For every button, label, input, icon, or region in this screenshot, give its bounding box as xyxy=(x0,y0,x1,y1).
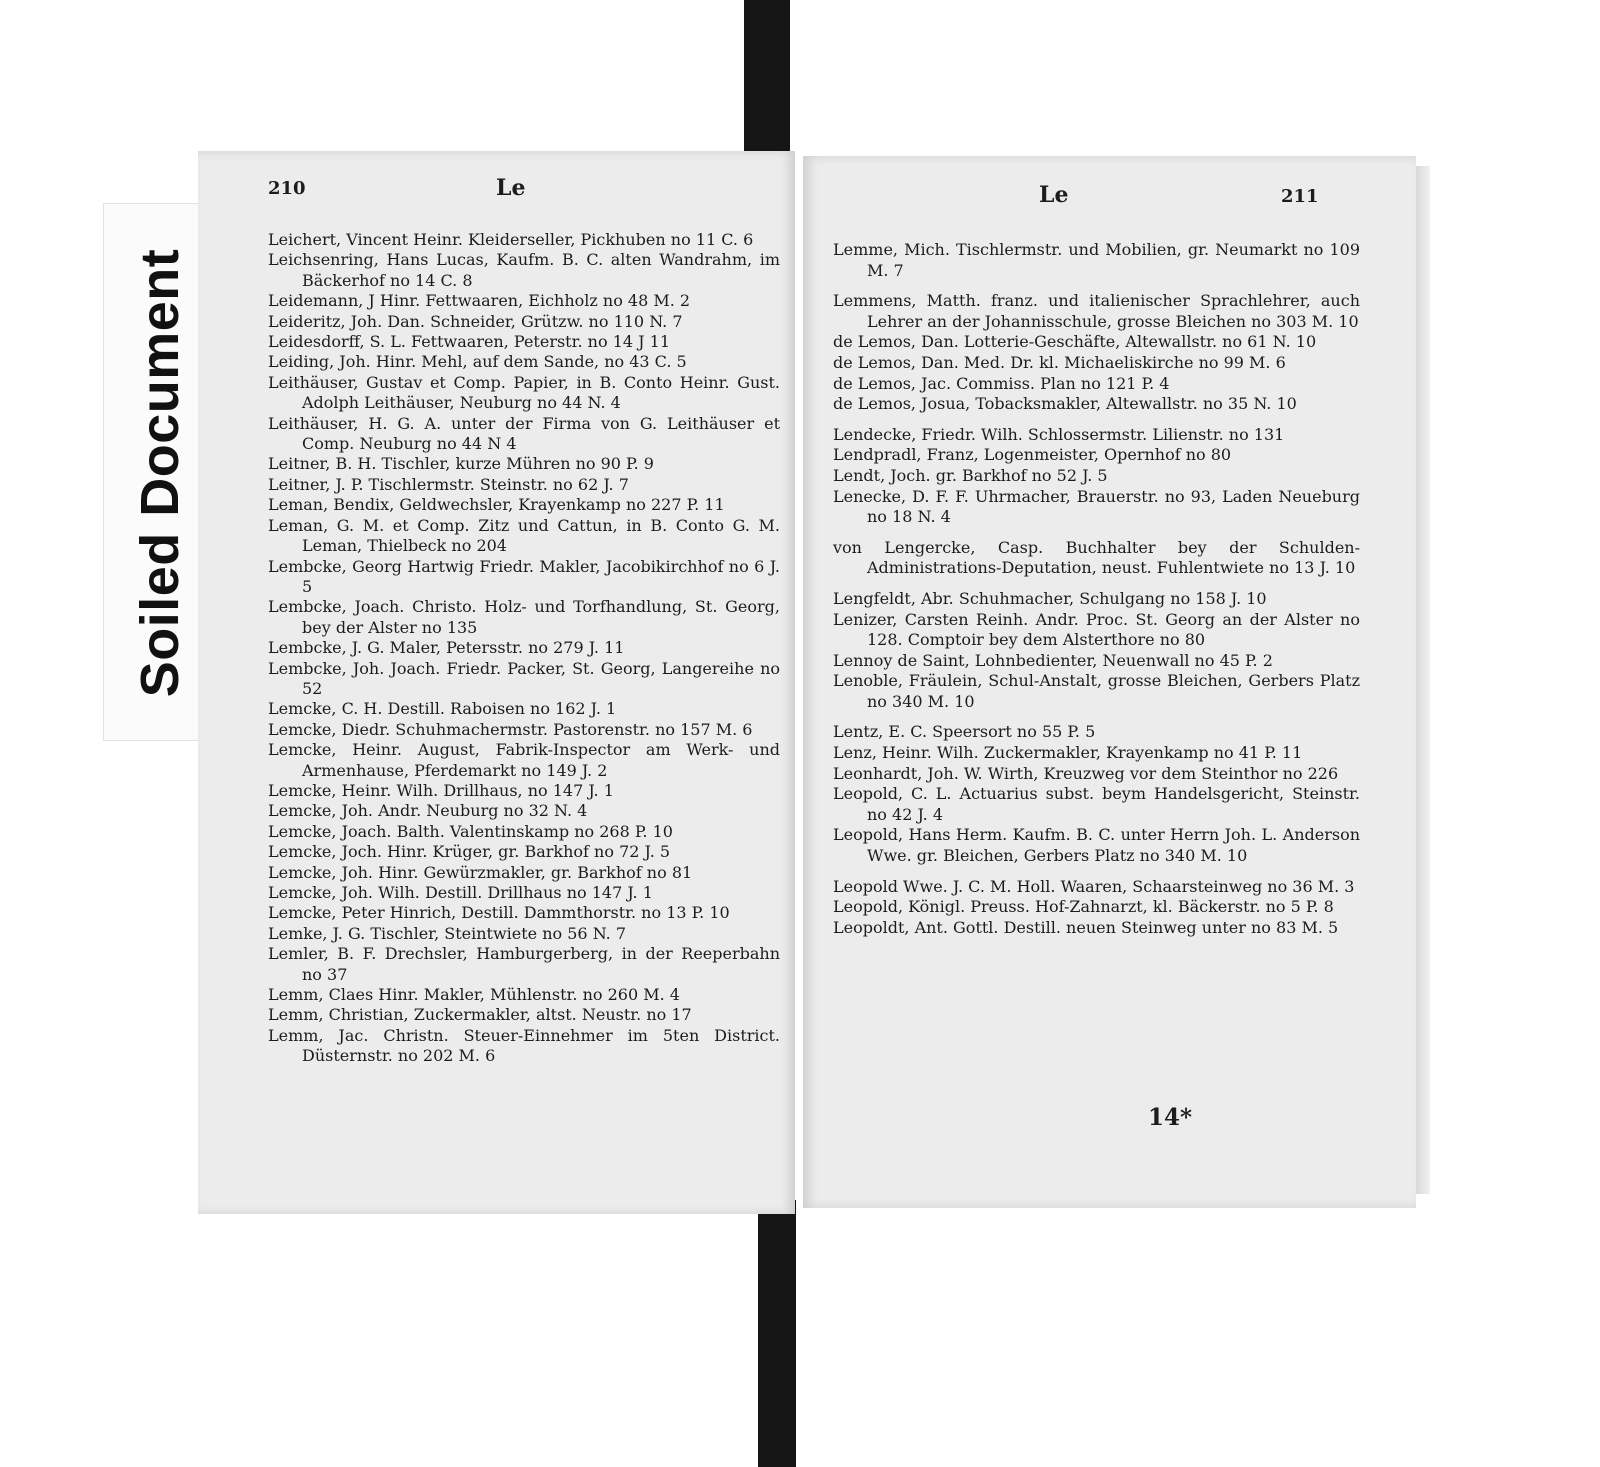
directory-entry: Lemcke, Heinr. Wilh. Drillhaus, no 147 J. 1 xyxy=(268,780,614,800)
directory-entry: Leitner, J. P. Tischlermstr. Steinstr. no 62 J. 7 xyxy=(268,474,629,494)
directory-entry: Leichert, Vincent Heinr. Kleiderseller, Pickhuben no 11 C. 6 xyxy=(268,230,754,249)
directory-entry: Lemcke, Joh. Hinr. Gewürzmakler, gr. Barkhof no 81 xyxy=(268,862,693,882)
directory-entry: Lemm, Christian, Zuckermakler, altst. Neustr. no 17 xyxy=(268,1005,692,1025)
page-edge xyxy=(1416,166,1430,1194)
directory-entry: Lemm, Claes Hinr. Makler, Mühlenstr. no 260 M. 4 xyxy=(268,985,680,1005)
directory-entry: Lemcke, Peter Hinrich, Destill. Dammthorstr. no 13 P. 10 xyxy=(268,903,730,923)
directory-entry: Leitner, B. H. Tischler, kurze Mühren no 90 P. 9 xyxy=(268,454,654,474)
directory-entry: Leidesdorff, S. L. Fettwaaren, Peterstr. no 14 J 11 xyxy=(268,332,670,352)
directory-entry: Leiding, Joh. Hinr. Mehl, auf dem Sande, no 43 C. 5 xyxy=(268,352,687,372)
right-running-head: Le xyxy=(1039,182,1069,208)
directory-entry: Lemke, J. G. Tischler, Steintwiete no 56 N. 7 xyxy=(268,923,627,943)
directory-entry: Lenoble, Fräulein, Schul-Anstalt, grosse Bleichen, Gerbers Platz no 340 M. 10 xyxy=(833,671,1360,711)
directory-entry: de Lemos, Josua, Tobacksmakler, Altewallstr. no 35 N. 10 xyxy=(833,394,1297,414)
directory-entry: Lembcke, Joh. Joach. Friedr. Packer, St. Georg, Langereihe no 52 xyxy=(268,658,780,698)
directory-entry: Leman, Bendix, Geldwechsler, Krayenkamp no 227 P. 11 xyxy=(268,495,725,515)
directory-entry: Lemcke, Joh. Andr. Neuburg no 32 N. 4 xyxy=(268,801,588,821)
directory-entry: Lentz, E. C. Speersort no 55 P. 5 xyxy=(833,722,1096,742)
left-page xyxy=(198,151,795,1214)
directory-entry: Lembcke, J. G. Maler, Petersstr. no 279 J. 11 xyxy=(268,638,625,658)
directory-entry: Lendt, Joch. gr. Barkhof no 52 J. 5 xyxy=(833,465,1108,485)
directory-entry: Lembcke, Joach. Christo. Holz- und Torfhandlung, St. Georg, bey der Alster no 135 xyxy=(268,597,780,637)
signature-mark: 14* xyxy=(1148,1104,1193,1131)
directory-entry: Lenecke, D. F. F. Uhrmacher, Brauerstr. no 93, Laden Neueburg no 18 N. 4 xyxy=(833,486,1360,527)
directory-entry: Lemcke, Joh. Wilh. Destill. Drillhaus no 147 J. 1 xyxy=(268,883,653,902)
right-page xyxy=(803,156,1416,1208)
left-page-number: 210 xyxy=(268,178,306,199)
directory-entry: Lendpradl, Franz, Logenmeister, Opernhof no 80 xyxy=(833,445,1232,465)
directory-entry: Lemcke, Diedr. Schuhmachermstr. Pastorenstr. no 157 M. 6 xyxy=(268,719,753,739)
directory-entry: Lemcke, C. H. Destill. Raboisen no 162 J. 1 xyxy=(268,699,617,719)
gutter-bar-bottom xyxy=(758,1200,796,1467)
directory-entry: Leopoldt, Ant. Gottl. Destill. neuen Steinweg unter no 83 M. 5 xyxy=(833,917,1339,937)
directory-entry: Lemm, Jac. Christn. Steuer-Einnehmer im 5ten District. Düsternstr. no 202 M. 6 xyxy=(268,1025,780,1066)
directory-entry: Lengfeldt, Abr. Schuhmacher, Schulgang no 158 J. 10 xyxy=(833,588,1267,608)
directory-entry: Lemme, Mich. Tischlermstr. und Mobilien, gr. Neumarkt no 109 M. 7 xyxy=(833,240,1360,280)
directory-entry: Lemler, B. F. Drechsler, Hamburgerberg, in der Reeperbahn no 37 xyxy=(268,944,780,984)
directory-entry: Leidemann, J Hinr. Fettwaaren, Eichholz no 48 M. 2 xyxy=(268,291,691,311)
left-entry-list xyxy=(268,230,780,1067)
stamp-text: Soiled Document xyxy=(130,248,190,698)
directory-entry: Lennoy de Saint, Lohnbedienter, Neuenwall no 45 P. 2 xyxy=(833,650,1273,670)
directory-entry: Leopold Wwe. J. C. M. Holl. Waaren, Schaarsteinweg no 36 M. 3 xyxy=(833,876,1355,896)
directory-entry: Lenizer, Carsten Reinh. Andr. Proc. St. Georg an der Alster no 128. Comptoir bey dem Alsterthore no 80 xyxy=(833,609,1360,650)
directory-entry: Lembcke, Georg Hartwig Friedr. Makler, Jacobikirchhof no 6 J. 5 xyxy=(268,556,780,596)
directory-entry: Leopold, C. L. Actuarius subst. beym Handelsgericht, Steinstr. no 42 J. 4 xyxy=(833,784,1360,824)
directory-entry: Leithäuser, Gustav et Comp. Papier, in B. Conto Heinr. Gust. Adolph Leithäuser, Neuburg no 44 N. 4 xyxy=(268,372,780,413)
directory-entry: Lemcke, Joch. Hinr. Krüger, gr. Barkhof no 72 J. 5 xyxy=(268,842,671,862)
directory-entry: Leichsenring, Hans Lucas, Kaufm. B. C. alten Wandrahm, im Bäckerhof no 14 C. 8 xyxy=(268,250,780,290)
directory-entry: Leonhardt, Joh. W. Wirth, Kreuzweg vor dem Steinthor no 226 xyxy=(833,763,1339,783)
directory-entry: Lemcke, Heinr. August, Fabrik-Inspector am Werk- und Armenhause, Pferdemarkt no 149 J. 2 xyxy=(268,740,780,780)
directory-entry: Lendecke, Friedr. Wilh. Schlossermstr. Lilienstr. no 131 xyxy=(833,424,1285,444)
directory-entry: von Lengercke, Casp. Buchhalter bey der Schulden-Administrations-Deputation, neust. Fuhlentwiete no 13 J. 10 xyxy=(833,537,1360,578)
directory-entry: Leopold, Königl. Preuss. Hof-Zahnarzt, kl. Bäckerstr. no 5 P. 8 xyxy=(833,897,1334,917)
directory-entry: Leideritz, Joh. Dan. Schneider, Grützw. no 110 N. 7 xyxy=(268,311,683,331)
directory-entry: Lenz, Heinr. Wilh. Zuckermakler, Krayenkamp no 41 P. 11 xyxy=(833,743,1303,763)
left-running-head: Le xyxy=(496,175,526,201)
directory-entry: Lemcke, Joach. Balth. Valentinskamp no 268 P. 10 xyxy=(268,821,673,841)
directory-entry: Leithäuser, H. G. A. unter der Firma von G. Leithäuser et Comp. Neuburg no 44 N 4 xyxy=(268,413,780,454)
directory-entry: de Lemos, Dan. Med. Dr. kl. Michaeliskirche no 99 M. 6 xyxy=(833,352,1286,372)
directory-entry: Lemmens, Matth. franz. und italienischer Sprachlehrer, auch Lehrer an der Johannisschule, grosse Bleichen no 303 M. 10 xyxy=(833,291,1360,331)
directory-entry: Leman, G. M. et Comp. Zitz und Cattun, in B. Conto G. M. Leman, Thielbeck no 204 xyxy=(268,515,780,556)
directory-entry: de Lemos, Jac. Commiss. Plan no 121 P. 4 xyxy=(833,373,1170,393)
directory-entry: Leopold, Hans Herm. Kaufm. B. C. unter Herrn Joh. L. Anderson Wwe. gr. Bleichen, Gerbers Platz no 340 M. 10 xyxy=(833,825,1360,866)
gutter-bar-top xyxy=(744,0,790,158)
right-page-number: 211 xyxy=(1281,186,1319,207)
directory-entry: de Lemos, Dan. Lotterie-Geschäfte, Altewallstr. no 61 N. 10 xyxy=(833,332,1317,352)
right-entry-list xyxy=(833,240,1360,938)
